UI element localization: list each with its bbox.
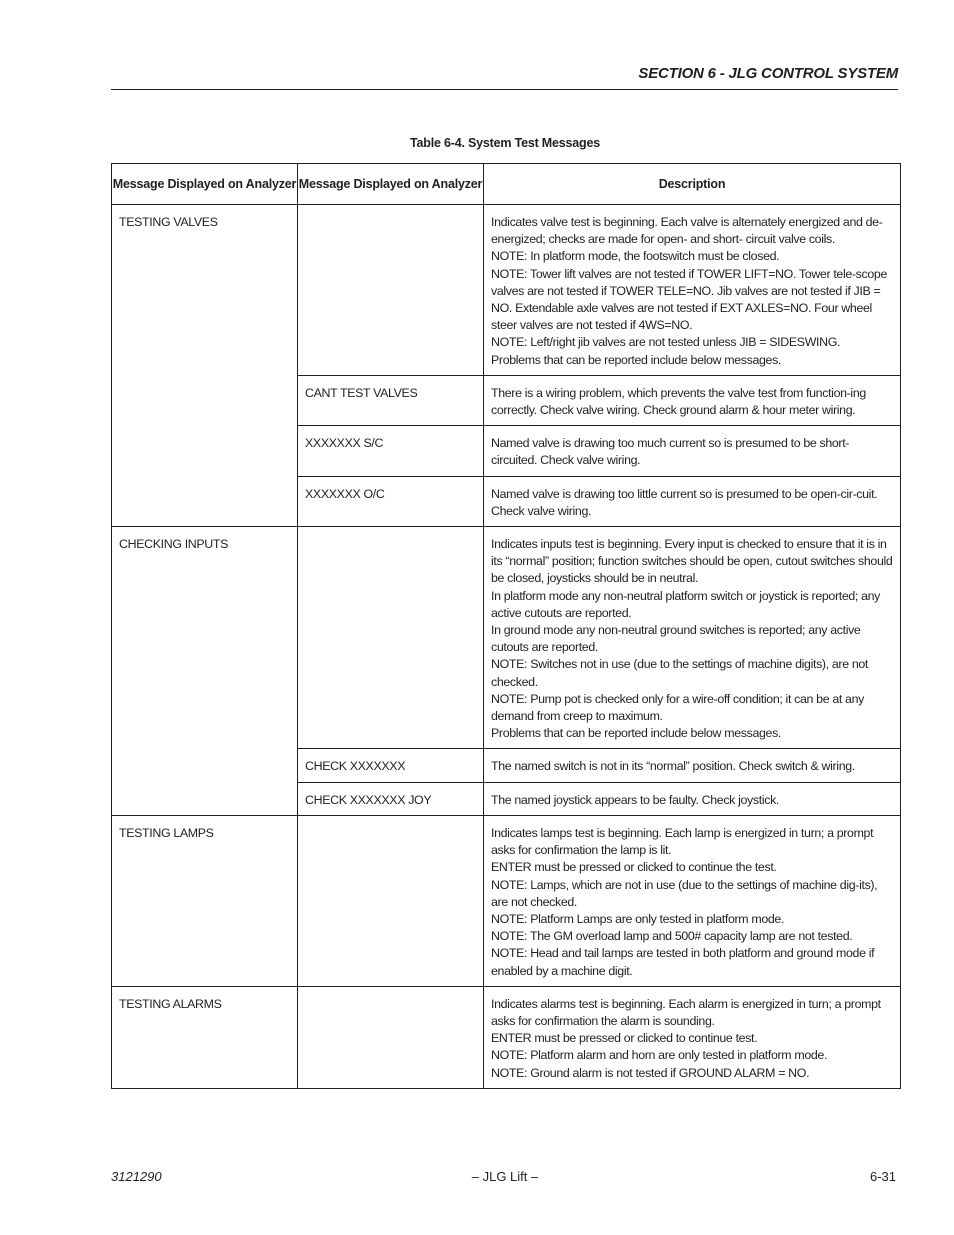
footer-brand: – JLG Lift – [471, 1169, 539, 1184]
description-line: ENTER must be pressed or clicked to continue test. [491, 1031, 758, 1046]
description-line: Indicates alarms test is beginning. Each alarm is energized in turn; a prompt asks for confirmation the alarm is sounding. [491, 996, 881, 1028]
description-cell [484, 986, 901, 1088]
sub-message-cell [298, 815, 484, 986]
description-line: NOTE: Switches not in use (due to the settings of machine digits), are not checked. [491, 657, 868, 689]
description-line: Problems that can be reported include below messages. [491, 726, 782, 741]
section-title: SECTION 6 - JLG CONTROL SYSTEM [638, 65, 898, 82]
sub-message-cell: XXXXXXX S/C [298, 426, 484, 476]
description-line: In platform mode any non-neutral platform switch or joystick is reported; any active cutouts are reported. [491, 588, 881, 620]
sub-message-cell: CANT TEST VALVES [298, 375, 484, 425]
description-cell [484, 527, 901, 749]
message-cell: TESTING ALARMS [112, 986, 298, 1088]
description-line: NOTE: Pump pot is checked only for a wire-off condition; it can be at any demand from creep to maximum. [491, 691, 864, 724]
page-number: 6-31 [869, 1169, 896, 1184]
description-line: NOTE: Left/right jib valves are not tested unless JIB = SIDESWING. [491, 335, 841, 350]
sub-message-cell [298, 986, 484, 1088]
description-line: Named valve is drawing too little current so is presumed to be open-cir-cuit. Check valve wiring. [491, 486, 878, 518]
table-row [112, 815, 901, 986]
description-cell [484, 205, 901, 376]
description-line: NOTE: Platform Lamps are only tested in platform mode. [491, 911, 785, 926]
sub-message-cell: CHECK XXXXXXX [298, 749, 484, 782]
description-line: NOTE: The GM overload lamp and 500# capacity lamp are not tested. [491, 929, 853, 944]
description-cell [484, 375, 901, 425]
column-header: Message Displayed on Analyzer [112, 164, 298, 205]
table-row [112, 986, 901, 1088]
table-row [112, 205, 901, 376]
table-row [112, 527, 901, 749]
table-caption: Table 6-4. System Test Messages [410, 136, 600, 150]
system-test-messages-table [111, 163, 901, 1089]
sub-message-cell [298, 205, 484, 376]
description-line: NOTE: Tower lift valves are not tested if TOWER LIFT=NO. Tower tele-scope valves are not tested if TOWER TELE=NO. Jib valves are not tested if JIB = NO. Extendable axle valves are not tested if EXT AXLES=NO. Four wheel steer valves are not tested if 4WS=NO. [491, 266, 887, 333]
description-line: ENTER must be pressed or clicked to continue the test. [491, 860, 777, 875]
description-cell [484, 426, 901, 476]
description-line: The named joystick appears to be faulty. Check joystick. [491, 792, 780, 807]
description-line: Indicates valve test is beginning. Each valve is alternately energized and de-energized; checks are made for open- and short- circuit valve coils. [491, 215, 883, 247]
description-line: Problems that can be reported include below messages. [491, 352, 782, 367]
description-cell [484, 749, 901, 782]
description-line: NOTE: Platform alarm and horn are only tested in platform mode. [491, 1048, 828, 1063]
sub-message-cell: XXXXXXX O/C [298, 476, 484, 526]
column-header: Description [484, 164, 901, 205]
description-line: Indicates lamps test is beginning. Each lamp is energized in turn; a prompt asks for confirmation the lamp is lit. [491, 825, 874, 858]
description-line: In ground mode any non-neutral ground switches is reported; any active cutouts are reported. [491, 623, 861, 655]
sub-message-cell [298, 527, 484, 749]
description-cell [484, 782, 901, 815]
description-line: NOTE: Ground alarm is not tested if GROUND ALARM = NO. [491, 1065, 810, 1080]
message-cell: TESTING VALVES [112, 205, 298, 527]
table-header-row [112, 164, 901, 205]
message-cell: CHECKING INPUTS [112, 527, 298, 816]
description-line: Named valve is drawing too much current so is presumed to be short-circuited. Check valve wiring. [491, 436, 850, 468]
description-cell [484, 476, 901, 526]
column-header: Message Displayed on Analyzer [298, 164, 484, 205]
description-line: NOTE: Lamps, which are not in use (due to the settings of machine dig-its), are not checked. [491, 877, 878, 909]
description-line: NOTE: In platform mode, the footswitch must be closed. [491, 249, 780, 264]
header-rule [111, 89, 898, 90]
document-number: 3121290 [111, 1169, 162, 1184]
message-cell: TESTING LAMPS [112, 815, 298, 986]
description-line: There is a wiring problem, which prevents the valve test from function-ing correctly. Check valve wiring. Check ground alarm & hour meter wiring. [491, 385, 866, 418]
description-line: The named switch is not in its “normal” position. Check switch & wiring. [491, 759, 855, 774]
description-line: Indicates inputs test is beginning. Every input is checked to ensure that it is in its “normal” position; function switches should be open, cutout switches should be closed, joysticks should be in neutral. [491, 537, 893, 586]
table-body [112, 205, 901, 1089]
sub-message-cell: CHECK XXXXXXX JOY [298, 782, 484, 815]
description-line: NOTE: Head and tail lamps are tested in both platform and ground mode if enabled by a machine digit. [491, 946, 875, 978]
description-cell [484, 815, 901, 986]
